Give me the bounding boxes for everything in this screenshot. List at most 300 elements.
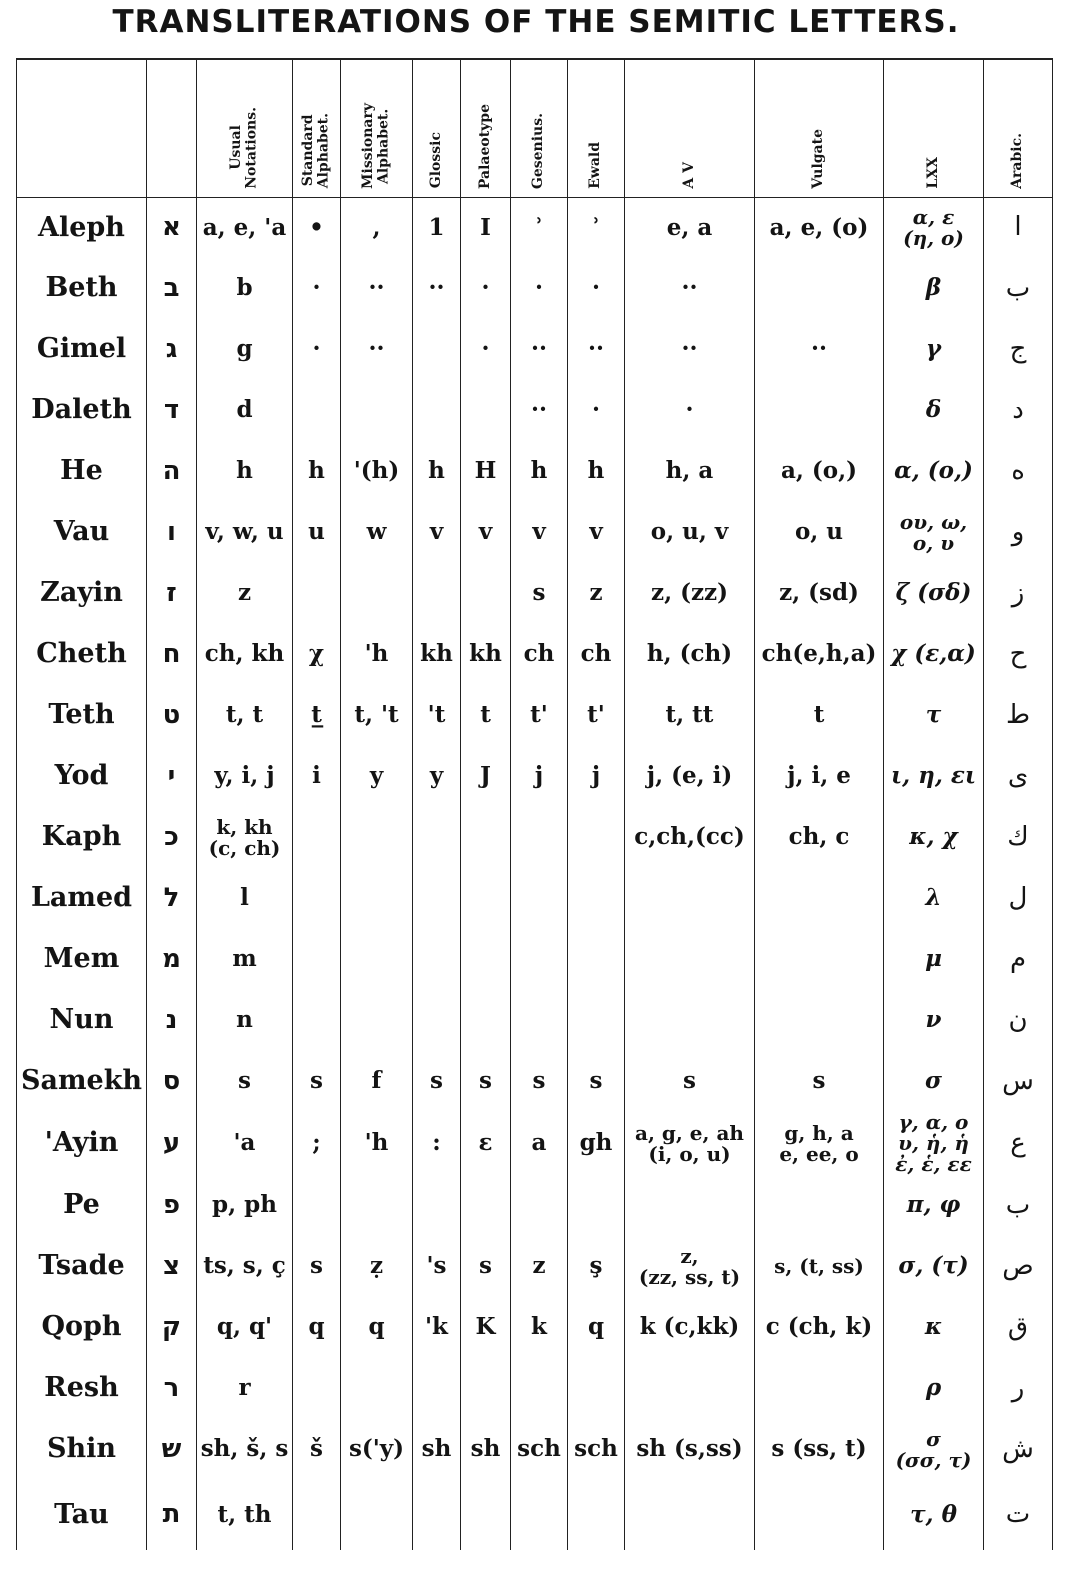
cell-palaeotype (461, 868, 511, 929)
cell-usual: m (197, 929, 293, 990)
cell-standard: • (293, 197, 341, 258)
cell-missionary: 'h (341, 624, 413, 685)
cell-lxx: ρ (884, 1358, 984, 1419)
cell-gesenius: t' (511, 685, 568, 746)
header-cell-missionary (341, 59, 413, 197)
table-row (17, 624, 1053, 685)
table-row (17, 685, 1053, 746)
cell-glossic: v (413, 502, 461, 563)
cell-missionary: '(h) (341, 441, 413, 502)
header-label-av: A V (680, 162, 697, 189)
cell-missionary: ẓ (341, 1236, 413, 1297)
cell-ewald: j (568, 746, 625, 807)
cell-lxx: α, (ο,) (884, 441, 984, 502)
cell-missionary: y (341, 746, 413, 807)
cell-standard: t̲ (293, 685, 341, 746)
table-row (17, 502, 1053, 563)
cell-hebrew: כ (147, 807, 197, 868)
cell-lxx: σ (σσ, τ) (884, 1419, 984, 1480)
cell-usual: p, ph (197, 1175, 293, 1236)
cell-arabic: ص (984, 1236, 1053, 1297)
cell-hebrew: י (147, 746, 197, 807)
cell-missionary (341, 563, 413, 624)
cell-palaeotype: kh (461, 624, 511, 685)
cell-usual: g (197, 319, 293, 380)
cell-ewald (568, 1358, 625, 1419)
cell-palaeotype: H (461, 441, 511, 502)
cell-name: Tau (17, 1480, 147, 1550)
cell-av (625, 1480, 755, 1550)
cell-ewald: ·· (568, 319, 625, 380)
cell-standard (293, 1358, 341, 1419)
cell-arabic: ط (984, 685, 1053, 746)
cell-usual: a, e, 'a (197, 197, 293, 258)
cell-glossic (413, 563, 461, 624)
cell-arabic: و (984, 502, 1053, 563)
cell-standard: χ (293, 624, 341, 685)
header-cell-palaeotype (461, 59, 511, 197)
cell-vulgate: j, i, e (755, 746, 884, 807)
cell-usual: 'a (197, 1112, 293, 1175)
table-row (17, 1419, 1053, 1480)
cell-name: Vau (17, 502, 147, 563)
cell-palaeotype: v (461, 502, 511, 563)
cell-hebrew: ש (147, 1419, 197, 1480)
cell-lxx: σ, (τ) (884, 1236, 984, 1297)
table-row (17, 1358, 1053, 1419)
cell-name: He (17, 441, 147, 502)
cell-ewald (568, 1480, 625, 1550)
cell-av: sh (s,ss) (625, 1419, 755, 1480)
cell-gesenius: sch (511, 1419, 568, 1480)
cell-vulgate: a, e, (o) (755, 197, 884, 258)
cell-usual: ch, kh (197, 624, 293, 685)
cell-arabic: ق (984, 1297, 1053, 1358)
table-row (17, 319, 1053, 380)
cell-arabic: ش (984, 1419, 1053, 1480)
cell-hebrew: ת (147, 1480, 197, 1550)
cell-glossic (413, 1480, 461, 1550)
cell-glossic: 's (413, 1236, 461, 1297)
header-cell-ewald (568, 59, 625, 197)
cell-vulgate: a, (o,) (755, 441, 884, 502)
header-row (17, 59, 1053, 197)
cell-lxx: ου, ω, ο, υ (884, 502, 984, 563)
cell-usual: n (197, 990, 293, 1051)
cell-glossic (413, 319, 461, 380)
header-label-standard: Standard Alphabet. (300, 113, 332, 189)
cell-gesenius (511, 1480, 568, 1550)
cell-gesenius: a (511, 1112, 568, 1175)
cell-lxx: χ (ε,α) (884, 624, 984, 685)
cell-hebrew: ו (147, 502, 197, 563)
cell-standard: h (293, 441, 341, 502)
cell-ewald: · (568, 380, 625, 441)
cell-name: Cheth (17, 624, 147, 685)
cell-usual: b (197, 258, 293, 319)
cell-ewald: ch (568, 624, 625, 685)
cell-gesenius (511, 1358, 568, 1419)
table-row (17, 1051, 1053, 1112)
table-row (17, 1480, 1053, 1550)
cell-standard (293, 563, 341, 624)
cell-ewald: s (568, 1051, 625, 1112)
cell-usual: h (197, 441, 293, 502)
cell-ewald: · (568, 258, 625, 319)
cell-name: Teth (17, 685, 147, 746)
cell-av: ·· (625, 258, 755, 319)
cell-missionary (341, 1480, 413, 1550)
cell-standard: i (293, 746, 341, 807)
cell-hebrew: ע (147, 1112, 197, 1175)
cell-gesenius: ch (511, 624, 568, 685)
cell-lxx: ι, η, ει (884, 746, 984, 807)
cell-palaeotype: I (461, 197, 511, 258)
cell-lxx: π, φ (884, 1175, 984, 1236)
header-cell-arabic (984, 59, 1053, 197)
cell-name: Yod (17, 746, 147, 807)
table-row (17, 1236, 1053, 1297)
cell-standard (293, 990, 341, 1051)
cell-palaeotype: s (461, 1051, 511, 1112)
cell-gesenius (511, 868, 568, 929)
cell-hebrew: ג (147, 319, 197, 380)
transliteration-table (16, 58, 1053, 1550)
cell-name: Beth (17, 258, 147, 319)
table-row (17, 380, 1053, 441)
cell-glossic (413, 807, 461, 868)
cell-vulgate: z, (sd) (755, 563, 884, 624)
cell-ewald: sch (568, 1419, 625, 1480)
cell-arabic: ر (984, 1358, 1053, 1419)
cell-av: t, tt (625, 685, 755, 746)
cell-name: Lamed (17, 868, 147, 929)
header-cell-hebrew (147, 59, 197, 197)
header-label-vulgate: Vulgate (810, 129, 827, 189)
cell-palaeotype: sh (461, 1419, 511, 1480)
cell-missionary: 'h (341, 1112, 413, 1175)
cell-standard (293, 868, 341, 929)
cell-missionary: q (341, 1297, 413, 1358)
cell-glossic: kh (413, 624, 461, 685)
cell-glossic: y (413, 746, 461, 807)
cell-missionary (341, 1358, 413, 1419)
cell-av (625, 1175, 755, 1236)
cell-arabic: د (984, 380, 1053, 441)
cell-gesenius (511, 929, 568, 990)
cell-gesenius: z (511, 1236, 568, 1297)
cell-vulgate: c (ch, k) (755, 1297, 884, 1358)
cell-ewald: v (568, 502, 625, 563)
cell-hebrew: נ (147, 990, 197, 1051)
cell-av (625, 1358, 755, 1419)
cell-palaeotype (461, 563, 511, 624)
cell-ewald: q (568, 1297, 625, 1358)
cell-standard: ; (293, 1112, 341, 1175)
header-label-gesenius: Gesenius. (530, 112, 547, 189)
cell-lxx: β (884, 258, 984, 319)
cell-av: s (625, 1051, 755, 1112)
cell-gesenius: ʾ (511, 197, 568, 258)
cell-av: j, (e, i) (625, 746, 755, 807)
cell-av: z, (zz, ss, t) (625, 1236, 755, 1297)
cell-gesenius: h (511, 441, 568, 502)
cell-standard (293, 929, 341, 990)
cell-ewald (568, 868, 625, 929)
cell-ewald: t' (568, 685, 625, 746)
cell-usual: ts, s, ç (197, 1236, 293, 1297)
cell-palaeotype: s (461, 1236, 511, 1297)
cell-missionary: , (341, 197, 413, 258)
cell-ewald (568, 990, 625, 1051)
cell-glossic: 1 (413, 197, 461, 258)
cell-palaeotype (461, 990, 511, 1051)
cell-gesenius: ·· (511, 380, 568, 441)
cell-arabic: ز (984, 563, 1053, 624)
cell-usual: d (197, 380, 293, 441)
cell-usual: z (197, 563, 293, 624)
cell-missionary: t, 't (341, 685, 413, 746)
cell-missionary (341, 807, 413, 868)
cell-av: c,ch,(cc) (625, 807, 755, 868)
cell-lxx: α, ε (η, ο) (884, 197, 984, 258)
cell-gesenius: s (511, 563, 568, 624)
header-cell-av (625, 59, 755, 197)
cell-arabic: ت (984, 1480, 1053, 1550)
cell-gesenius: k (511, 1297, 568, 1358)
cell-hebrew: ק (147, 1297, 197, 1358)
cell-name: Nun (17, 990, 147, 1051)
cell-missionary (341, 929, 413, 990)
cell-standard: q (293, 1297, 341, 1358)
cell-lxx: γ (884, 319, 984, 380)
cell-arabic: م (984, 929, 1053, 990)
table-row (17, 1112, 1053, 1175)
cell-palaeotype: J (461, 746, 511, 807)
cell-vulgate: g, h, a e, ee, o (755, 1112, 884, 1175)
cell-gesenius: · (511, 258, 568, 319)
table-row (17, 1297, 1053, 1358)
cell-vulgate (755, 380, 884, 441)
cell-standard (293, 1480, 341, 1550)
cell-lxx: ζ (σδ) (884, 563, 984, 624)
page-title: TRANSLITERATIONS OF THE SEMITIC LETTERS. (112, 4, 960, 40)
cell-palaeotype (461, 1358, 511, 1419)
cell-usual: sh, š, s (197, 1419, 293, 1480)
cell-missionary: ·· (341, 319, 413, 380)
cell-standard: u (293, 502, 341, 563)
cell-vulgate (755, 868, 884, 929)
cell-ewald: ʾ (568, 197, 625, 258)
cell-vulgate (755, 990, 884, 1051)
cell-vulgate: ch, c (755, 807, 884, 868)
table-row (17, 929, 1053, 990)
cell-hebrew: צ (147, 1236, 197, 1297)
cell-av: h, a (625, 441, 755, 502)
cell-standard: š (293, 1419, 341, 1480)
cell-gesenius (511, 1175, 568, 1236)
cell-name: Mem (17, 929, 147, 990)
cell-standard (293, 380, 341, 441)
cell-arabic: ا (984, 197, 1053, 258)
cell-arabic: ه (984, 441, 1053, 502)
cell-name: Daleth (17, 380, 147, 441)
cell-hebrew: מ (147, 929, 197, 990)
cell-name: Samekh (17, 1051, 147, 1112)
cell-lxx: δ (884, 380, 984, 441)
header-cell-lxx (884, 59, 984, 197)
cell-ewald: h (568, 441, 625, 502)
cell-usual: t, t (197, 685, 293, 746)
cell-glossic (413, 1358, 461, 1419)
cell-missionary: w (341, 502, 413, 563)
cell-glossic (413, 868, 461, 929)
cell-name: Zayin (17, 563, 147, 624)
header-cell-glossic (413, 59, 461, 197)
cell-palaeotype: · (461, 319, 511, 380)
header-cell-name (17, 59, 147, 197)
cell-glossic: ·· (413, 258, 461, 319)
cell-glossic: s (413, 1051, 461, 1112)
cell-gesenius: v (511, 502, 568, 563)
cell-vulgate: o, u (755, 502, 884, 563)
header-cell-standard (293, 59, 341, 197)
table-row (17, 990, 1053, 1051)
cell-lxx: σ (884, 1051, 984, 1112)
cell-palaeotype: t (461, 685, 511, 746)
cell-av: ·· (625, 319, 755, 380)
cell-name: Kaph (17, 807, 147, 868)
cell-lxx: γ, α, ο υ, ἡ, ἡ ἐ, ἑ, εε (884, 1112, 984, 1175)
table-row (17, 258, 1053, 319)
cell-vulgate (755, 1358, 884, 1419)
cell-usual: s (197, 1051, 293, 1112)
cell-gesenius: j (511, 746, 568, 807)
cell-palaeotype: ɛ (461, 1112, 511, 1175)
cell-ewald (568, 807, 625, 868)
cell-hebrew: ט (147, 685, 197, 746)
cell-arabic: ع (984, 1112, 1053, 1175)
cell-hebrew: ס (147, 1051, 197, 1112)
cell-missionary (341, 1175, 413, 1236)
cell-av: h, (ch) (625, 624, 755, 685)
cell-hebrew: ה (147, 441, 197, 502)
cell-glossic (413, 929, 461, 990)
cell-lxx: κ (884, 1297, 984, 1358)
cell-standard: s (293, 1051, 341, 1112)
table-row (17, 807, 1053, 868)
table-row (17, 197, 1053, 258)
cell-arabic: ج (984, 319, 1053, 380)
cell-palaeotype: · (461, 258, 511, 319)
cell-palaeotype: K (461, 1297, 511, 1358)
cell-vulgate: ch(e,h,a) (755, 624, 884, 685)
cell-glossic: h (413, 441, 461, 502)
cell-gesenius: s (511, 1051, 568, 1112)
cell-usual: r (197, 1358, 293, 1419)
cell-name: Pe (17, 1175, 147, 1236)
cell-missionary: s('y) (341, 1419, 413, 1480)
cell-missionary: ·· (341, 258, 413, 319)
cell-palaeotype (461, 1480, 511, 1550)
cell-name: Shin (17, 1419, 147, 1480)
cell-palaeotype (461, 380, 511, 441)
header-cell-usual (197, 59, 293, 197)
cell-hebrew: ל (147, 868, 197, 929)
cell-missionary: f (341, 1051, 413, 1112)
cell-arabic: س (984, 1051, 1053, 1112)
cell-standard: s (293, 1236, 341, 1297)
cell-lxx: λ (884, 868, 984, 929)
cell-glossic (413, 380, 461, 441)
cell-arabic: ك (984, 807, 1053, 868)
cell-arabic: ى (984, 746, 1053, 807)
cell-name: Gimel (17, 319, 147, 380)
cell-hebrew: ד (147, 380, 197, 441)
cell-lxx: ν (884, 990, 984, 1051)
cell-vulgate (755, 258, 884, 319)
cell-gesenius: ·· (511, 319, 568, 380)
cell-arabic: ب (984, 1175, 1053, 1236)
cell-usual: t, th (197, 1480, 293, 1550)
cell-vulgate (755, 1175, 884, 1236)
cell-lxx: κ, χ (884, 807, 984, 868)
cell-hebrew: ז (147, 563, 197, 624)
cell-glossic: 't (413, 685, 461, 746)
cell-ewald: gh (568, 1112, 625, 1175)
cell-vulgate: s (ss, t) (755, 1419, 884, 1480)
cell-lxx: τ, θ (884, 1480, 984, 1550)
cell-ewald: z (568, 563, 625, 624)
cell-vulgate: s, (t, ss) (755, 1236, 884, 1297)
cell-lxx: τ (884, 685, 984, 746)
cell-av: e, a (625, 197, 755, 258)
cell-av (625, 868, 755, 929)
cell-name: Qoph (17, 1297, 147, 1358)
cell-vulgate (755, 1480, 884, 1550)
cell-standard (293, 1175, 341, 1236)
cell-vulgate (755, 929, 884, 990)
table-body (17, 197, 1053, 1550)
cell-missionary (341, 380, 413, 441)
cell-arabic: ب (984, 258, 1053, 319)
cell-av (625, 929, 755, 990)
header-label-ewald: Ewald (587, 141, 604, 189)
cell-arabic: ح (984, 624, 1053, 685)
cell-arabic: ل (984, 868, 1053, 929)
cell-name: Tsade (17, 1236, 147, 1297)
cell-hebrew: ר (147, 1358, 197, 1419)
cell-av (625, 990, 755, 1051)
cell-gesenius (511, 807, 568, 868)
cell-hebrew: פ (147, 1175, 197, 1236)
cell-vulgate: ·· (755, 319, 884, 380)
cell-gesenius (511, 990, 568, 1051)
header-cell-gesenius (511, 59, 568, 197)
cell-palaeotype (461, 929, 511, 990)
cell-glossic: sh (413, 1419, 461, 1480)
table-row (17, 441, 1053, 502)
cell-usual: l (197, 868, 293, 929)
cell-glossic (413, 990, 461, 1051)
cell-ewald (568, 929, 625, 990)
cell-name: Aleph (17, 197, 147, 258)
cell-arabic: ن (984, 990, 1053, 1051)
header-label-palaeotype: Palaeotype (476, 103, 493, 189)
cell-vulgate: t (755, 685, 884, 746)
cell-missionary (341, 868, 413, 929)
cell-hebrew: ב (147, 258, 197, 319)
